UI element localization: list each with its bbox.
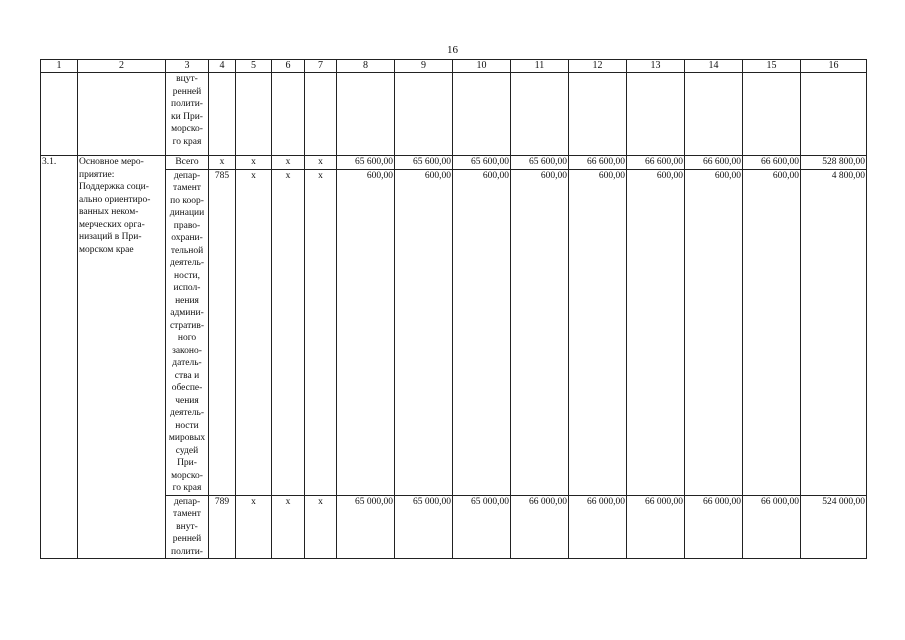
- total-value-cell: 528 800,00: [801, 156, 867, 170]
- table-cell: х: [236, 495, 272, 559]
- department-text: вцут- ренней полити- ки При- морско- го края: [171, 74, 203, 147]
- value-cell: 65 600,00: [337, 156, 395, 170]
- table-cell: х: [236, 156, 272, 170]
- value-cell: 66 600,00: [627, 156, 685, 170]
- total-value-cell: 4 800,00: [801, 169, 867, 495]
- column-header: 3: [166, 60, 209, 73]
- value-cell: 600,00: [627, 169, 685, 495]
- column-header: 8: [337, 60, 395, 73]
- table-row-continuation: [41, 73, 867, 156]
- budget-table: [40, 59, 867, 559]
- department-cell: [166, 73, 209, 156]
- value-cell: 66 600,00: [569, 156, 627, 170]
- column-header-row: [41, 60, 867, 73]
- column-header: 12: [569, 60, 627, 73]
- value-cell: 66 600,00: [743, 156, 801, 170]
- value-cell: 66 000,00: [685, 495, 743, 559]
- column-header: 2: [78, 60, 166, 73]
- value-cell: 66 000,00: [511, 495, 569, 559]
- table-cell: [627, 73, 685, 156]
- column-header: 10: [453, 60, 511, 73]
- table-cell: [337, 73, 395, 156]
- column-header: 15: [743, 60, 801, 73]
- column-header: 13: [627, 60, 685, 73]
- column-header: 5: [236, 60, 272, 73]
- value-cell: 65 000,00: [337, 495, 395, 559]
- value-cell: 65 600,00: [395, 156, 453, 170]
- table-cell: [272, 73, 305, 156]
- table-cell: х: [209, 156, 236, 170]
- value-cell: 65 600,00: [511, 156, 569, 170]
- table-cell: х: [272, 495, 305, 559]
- table-cell: х: [305, 156, 337, 170]
- table-cell: [305, 73, 337, 156]
- table-cell: [569, 73, 627, 156]
- value-cell: 600,00: [569, 169, 627, 495]
- column-header: 6: [272, 60, 305, 73]
- department-cell: [166, 169, 209, 495]
- table-cell: [511, 73, 569, 156]
- value-cell: 66 600,00: [685, 156, 743, 170]
- table-cell: [801, 73, 867, 156]
- table-cell: [209, 73, 236, 156]
- value-cell: 600,00: [743, 169, 801, 495]
- value-cell: 66 000,00: [569, 495, 627, 559]
- source-cell: Всего: [166, 156, 209, 170]
- item-description: [78, 156, 166, 559]
- department-cell: [166, 495, 209, 559]
- table-cell: х: [305, 495, 337, 559]
- table-cell: 785: [209, 169, 236, 495]
- value-cell: 600,00: [337, 169, 395, 495]
- table-cell: [395, 73, 453, 156]
- column-header: 16: [801, 60, 867, 73]
- value-cell: 600,00: [395, 169, 453, 495]
- department-text: депар- тамент внут- ренней полити-: [171, 496, 203, 557]
- table-cell: [78, 73, 166, 156]
- page-number: 16: [447, 44, 458, 56]
- value-cell: 600,00: [685, 169, 743, 495]
- column-header: 9: [395, 60, 453, 73]
- department-text: депар- тамент по коор- динации право- охрани- тельной деятель- ности, испол- нения админи- стратив- ного законо- датель- ства и обеспе- чения деятель- ности мировых судей При- морско- го края: [168, 170, 206, 493]
- column-header: 4: [209, 60, 236, 73]
- value-cell: 65 000,00: [395, 495, 453, 559]
- value-cell: 66 000,00: [627, 495, 685, 559]
- total-value-cell: 524 000,00: [801, 495, 867, 559]
- column-header: 11: [511, 60, 569, 73]
- table-cell: [453, 73, 511, 156]
- table-cell: [41, 73, 78, 156]
- value-cell: 600,00: [511, 169, 569, 495]
- item-description-text: Основное меро- приятие: Поддержка соци- ально ориентиро- ванных неком- мерческих орга- низаций в При- морском крае: [79, 157, 151, 255]
- value-cell: 65 600,00: [453, 156, 511, 170]
- value-cell: 66 000,00: [743, 495, 801, 559]
- table-cell: 789: [209, 495, 236, 559]
- table-cell: х: [305, 169, 337, 495]
- table-cell: [685, 73, 743, 156]
- item-number: 3.1.: [41, 156, 78, 559]
- column-header: 14: [685, 60, 743, 73]
- table-cell: х: [236, 169, 272, 495]
- table-cell: [743, 73, 801, 156]
- value-cell: 600,00: [453, 169, 511, 495]
- table-row-total: [41, 156, 867, 170]
- table-cell: [236, 73, 272, 156]
- column-header: 1: [41, 60, 78, 73]
- column-header: 7: [305, 60, 337, 73]
- table-cell: х: [272, 169, 305, 495]
- value-cell: 65 000,00: [453, 495, 511, 559]
- table-cell: х: [272, 156, 305, 170]
